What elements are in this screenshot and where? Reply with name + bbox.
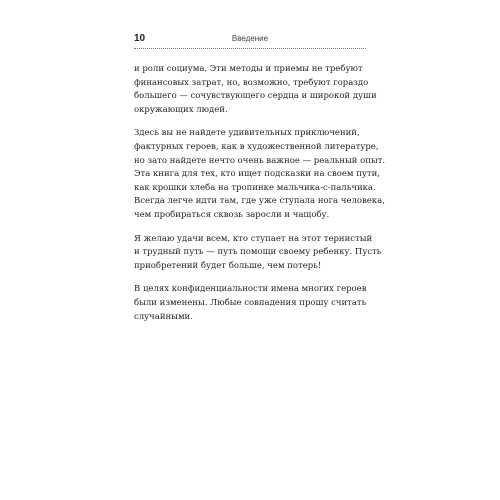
text-line: окружающих людей. [134,104,228,115]
paragraph-2 [134,127,386,222]
text-line: Здесь вы не найдете удивительных приключений, [134,128,360,139]
text-line: были изменены. Любые совпадения прошу считать [134,297,367,308]
text-line: как крошки хлеба на тропинке мальчика-с-пальчика. [134,182,376,193]
page-number: 10 [134,33,146,44]
text-line: Я желаю удачи всем, кто ступает на этот тернистый [134,233,373,244]
text-line: чем пробираться сквозь заросли и чащобу. [134,209,330,220]
text-line: фактурных героев, как в художественной литературе, [134,141,379,152]
body-text [134,63,386,334]
paragraph-1 [134,63,377,117]
text-line: но зато найдете нечто очень важное — реальный опыт. [134,155,386,166]
text-line: Всегда легче идти там, где уже ступала нога человека, [134,196,385,207]
text-line: случайными. [134,311,193,322]
text-line: приобретений будет больше, чем потерь! [134,260,322,271]
section-title: Введение [231,34,269,43]
text-line: и роли социума. Эти методы и приемы не требуют [134,64,363,74]
text-line: Эта книга для тех, кто ищет подсказки на своем пути, [134,169,380,180]
paragraph-3 [134,233,382,274]
running-head [134,33,366,51]
paragraph-4 [134,283,368,324]
text-line: большего — сочувствующего сердца и широкой души [134,91,377,102]
text-line: и трудный путь — путь помощи своему ребенку. Пусть [134,247,382,258]
text-line: финансовых затрат, но, возможно, требуют гораздо [134,77,369,88]
text-line: В целях конфиденциальности имена многих героев [134,284,367,295]
header-dotted-rule [134,48,366,49]
